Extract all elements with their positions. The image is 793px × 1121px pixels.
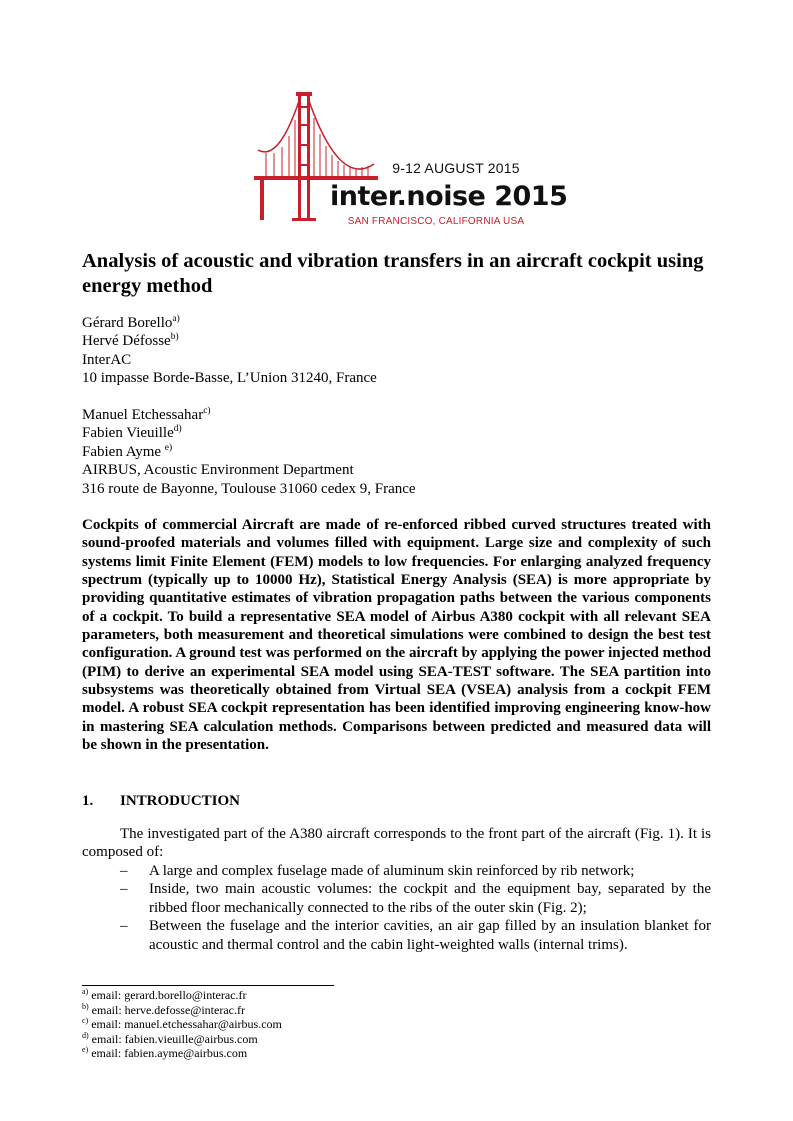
footnote-mark: b) <box>170 332 179 343</box>
footnote-mark: e) <box>164 442 173 453</box>
author-name: Fabien Vieuille <box>82 425 174 442</box>
section-title: INTRODUCTION <box>120 793 241 809</box>
footnote-mark: d) <box>173 424 182 435</box>
footnote <box>82 1046 282 1061</box>
paper-title: Analysis of acoustic and vibration transfers in an aircraft cockpit using energy method <box>82 250 704 297</box>
section-number: 1. <box>82 793 94 809</box>
author-name: Gérard Borello <box>82 315 173 331</box>
conference-name: inter.noise 2015 <box>330 181 568 212</box>
footnote-email: email: manuel.etchessahar@airbus.com <box>88 1017 282 1032</box>
list-item <box>82 880 711 917</box>
footnote-email: email: fabien.vieuille@airbus.com <box>88 1031 258 1046</box>
author-line <box>82 406 416 424</box>
author-name: Hervé Défosse <box>82 333 171 350</box>
author-group-interac <box>82 314 377 388</box>
dash-bullet: – <box>120 881 128 898</box>
footnote <box>82 1017 282 1032</box>
author-name: Fabien Ayme <box>82 443 165 460</box>
list-item-text: A large and complex fuselage made of aluminum skin reinforced by rib network; <box>149 863 635 879</box>
author-line <box>82 424 416 442</box>
abstract: Cockpits of commercial Aircraft are made of re-enforced ribbed curved structures treated with sound-proofed materials and volumes filled with equipment. Large size and complexity of such systems limit Finite Element (FEM) models to low frequencies. For enlarging analyzed frequency spectrum (typically up to 10000 Hz), Statistical Energy Analysis (SEA) is more appropriate by providing quantitative estimates of vibration propagation paths between the various components of a cockpit. To build a representative SEA model of Airbus A380 cockpit with all relevant SEA parameters, both measurement and theoretical simulations were combined to design the best test configuration. A ground test was performed on the aircraft by applying the power injected method (PIM) to derive an experimental SEA model using SEA-TEST software. The SEA partition into subsystems was theoretically obtained from Virtual SEA (VSEA) analysis from a cockpit FEM model. A robust SEA cockpit representation has been identified improving engineering know-how in mastering SEA calculation methods. Comparisons between predicted and measured data will be shown in the presentation. <box>82 517 711 754</box>
list-item <box>82 917 711 954</box>
list-item-text: Inside, two main acoustic volumes: the cockpit and the equipment bay, separated by the ribbed floor mechanically connected to the ribs of the outer skin (Fig. 2); <box>149 881 711 916</box>
footnote <box>82 1003 282 1018</box>
conference-location: SAN FRANCISCO, CALIFORNIA USA <box>347 216 525 227</box>
footnote <box>82 988 282 1003</box>
affiliation-address: 10 impasse Borde-Basse, L’Union 31240, France <box>82 370 377 387</box>
author-name: Manuel Etchessahar <box>82 407 204 423</box>
author-group-airbus <box>82 406 416 498</box>
conference-dates: 9-12 AUGUST 2015 <box>392 160 520 176</box>
footnote-email: email: herve.defosse@interac.fr <box>88 1002 245 1017</box>
list-item-text: Between the fuselage and the interior cavities, an air gap filled by an insulation blanket for acoustic and thermal control and the cabin light-weighted walls (internal trims). <box>149 918 711 953</box>
footnote-mark: c) <box>203 406 211 416</box>
footnote-mark: a) <box>172 314 180 324</box>
footnote-mark: d) <box>82 1030 89 1040</box>
footnote-mark: b) <box>82 1001 89 1011</box>
list-item <box>82 862 711 880</box>
dash-bullet: – <box>120 863 128 879</box>
conference-logo <box>254 92 568 232</box>
intro-paragraph: The investigated part of the A380 aircraft corresponds to the front part of the aircraft (Fig. 1). It is composed of: <box>82 826 711 861</box>
intro-bullet-list <box>82 862 711 954</box>
footnote-divider <box>82 985 334 986</box>
affiliation: AIRBUS, Acoustic Environment Department <box>82 462 354 479</box>
footnote-mark: a) <box>82 987 89 996</box>
dash-bullet: – <box>120 918 128 935</box>
section-heading <box>82 793 240 810</box>
footnote-email: email: fabien.ayme@airbus.com <box>88 1046 248 1061</box>
footnote-email: email: gerard.borello@interac.fr <box>88 988 247 1002</box>
affiliation-address: 316 route de Bayonne, Toulouse 31060 cedex 9, France <box>82 480 416 497</box>
author-line <box>82 314 377 332</box>
affiliation: InterAC <box>82 351 132 368</box>
footnote-mark: e) <box>82 1045 89 1055</box>
footnotes <box>82 988 282 1061</box>
footnote-mark: c) <box>82 1016 89 1026</box>
author-line <box>82 443 416 461</box>
footnote <box>82 1032 282 1047</box>
author-line <box>82 332 377 350</box>
